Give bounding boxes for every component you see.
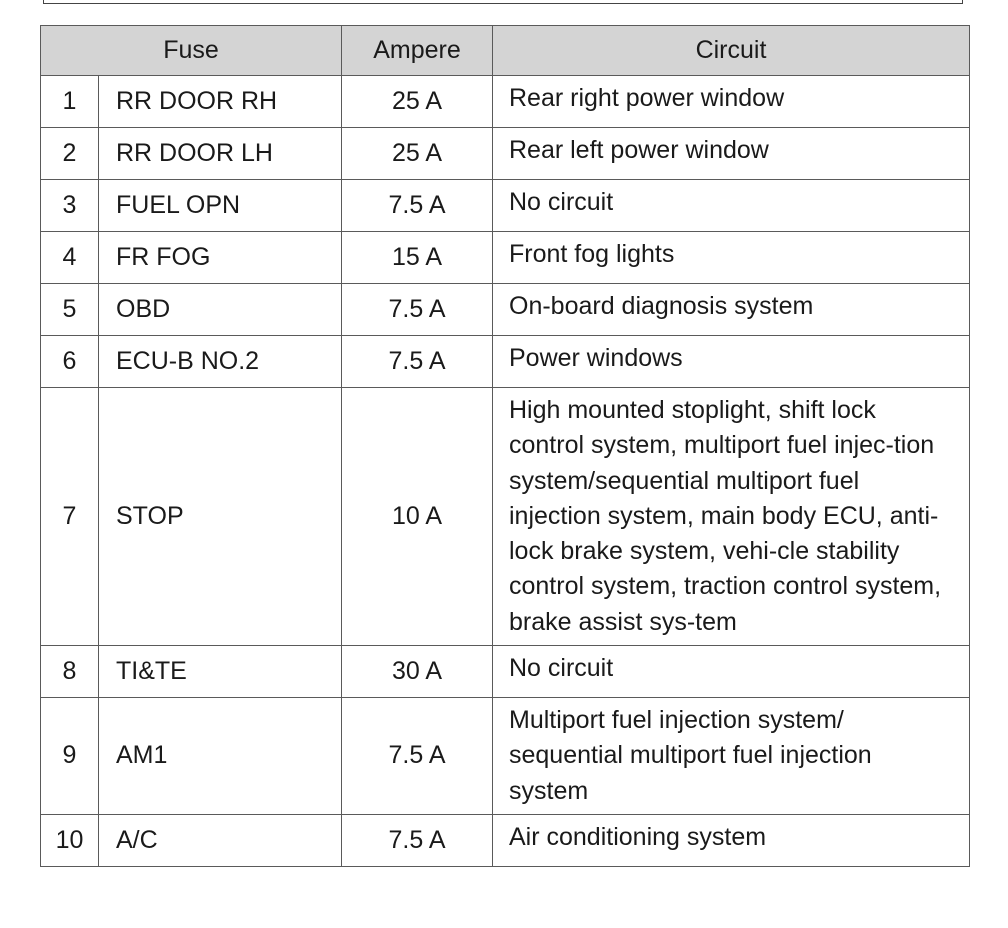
table-row (41, 232, 970, 284)
fuse-circuit: Front fog lights (493, 232, 970, 284)
header-row (41, 26, 970, 76)
table-row (41, 646, 970, 698)
fuse-name: FR FOG (99, 232, 342, 284)
table-row (41, 814, 970, 866)
table-row (41, 284, 970, 336)
fuse-circuit: High mounted stoplight, shift lock control system, multiport fuel injec-tion system/sequential multiport fuel injection system, main body ECU, anti-lock brake system, vehi-cle stability control system, traction control system, brake assist sys-tem (493, 388, 970, 646)
fuse-ampere: 15 A (342, 232, 493, 284)
fuse-name: STOP (99, 388, 342, 646)
fuse-number: 2 (41, 128, 99, 180)
fuse-circuit: Rear left power window (493, 128, 970, 180)
fuse-name: A/C (99, 814, 342, 866)
header-circuit: Circuit (493, 26, 970, 76)
fuse-ampere: 25 A (342, 76, 493, 128)
fuse-circuit: No circuit (493, 646, 970, 698)
table-row (41, 336, 970, 388)
header-ampere: Ampere (342, 26, 493, 76)
fuse-name: ECU-B NO.2 (99, 336, 342, 388)
fuse-number: 7 (41, 388, 99, 646)
header-fuse: Fuse (41, 26, 342, 76)
fuse-ampere: 7.5 A (342, 180, 493, 232)
fuse-number: 8 (41, 646, 99, 698)
table-row (41, 76, 970, 128)
fuse-circuit: Power windows (493, 336, 970, 388)
fuse-ampere: 7.5 A (342, 284, 493, 336)
fuse-name: FUEL OPN (99, 180, 342, 232)
fuse-name: RR DOOR RH (99, 76, 342, 128)
fuse-table (40, 25, 970, 867)
fuse-circuit: No circuit (493, 180, 970, 232)
top-frame (43, 0, 963, 4)
fuse-name: OBD (99, 284, 342, 336)
fuse-circuit: On-board diagnosis system (493, 284, 970, 336)
fuse-ampere: 10 A (342, 388, 493, 646)
fuse-number: 1 (41, 76, 99, 128)
fuse-number: 9 (41, 698, 99, 815)
table-row (41, 180, 970, 232)
fuse-number: 6 (41, 336, 99, 388)
fuse-number: 4 (41, 232, 99, 284)
fuse-number: 10 (41, 814, 99, 866)
fuse-ampere: 7.5 A (342, 814, 493, 866)
fuse-name: AM1 (99, 698, 342, 815)
table-row (41, 128, 970, 180)
fuse-ampere: 25 A (342, 128, 493, 180)
fuse-ampere: 30 A (342, 646, 493, 698)
table-row (41, 388, 970, 646)
table-row (41, 698, 970, 815)
fuse-ampere: 7.5 A (342, 698, 493, 815)
fuse-name: TI&TE (99, 646, 342, 698)
fuse-circuit: Rear right power window (493, 76, 970, 128)
fuse-circuit: Air conditioning system (493, 814, 970, 866)
fuse-circuit: Multiport fuel injection system/ sequential multiport fuel injection system (493, 698, 970, 815)
fuse-number: 5 (41, 284, 99, 336)
fuse-name: RR DOOR LH (99, 128, 342, 180)
fuse-ampere: 7.5 A (342, 336, 493, 388)
fuse-number: 3 (41, 180, 99, 232)
